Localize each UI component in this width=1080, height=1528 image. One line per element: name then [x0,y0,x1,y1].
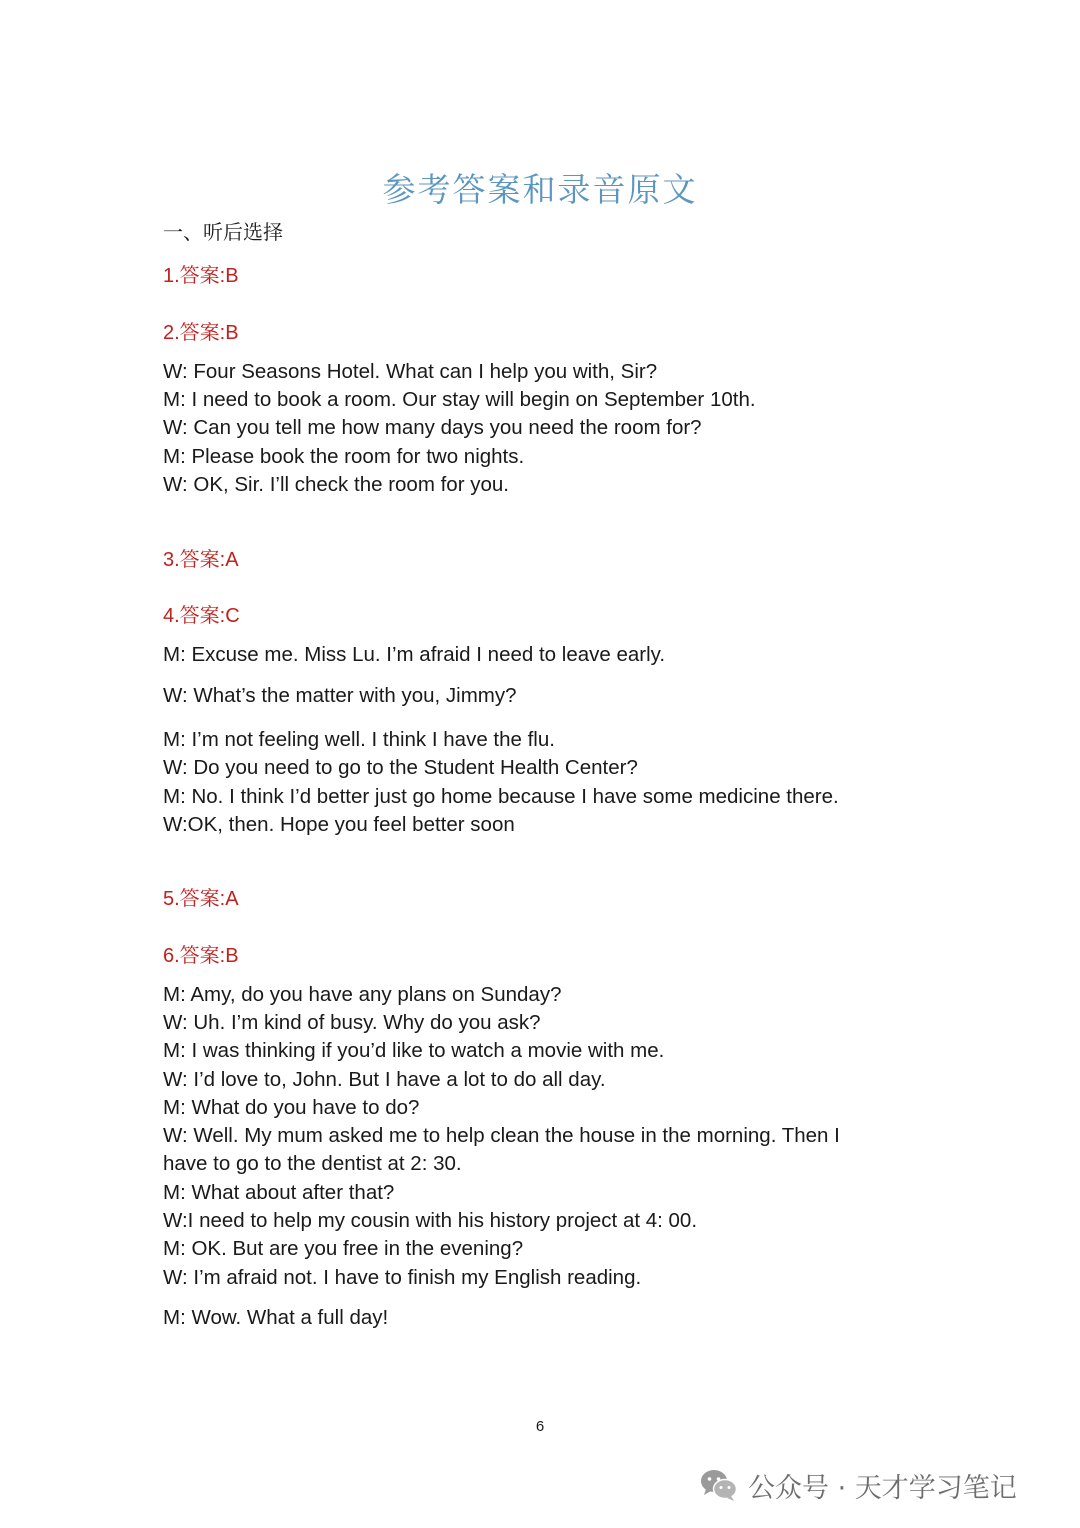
answer-4: 4.答案:C [163,605,240,627]
dialogue-2-line: W: Can you tell me how many days you need the room for? [163,416,702,439]
dialogue-4-line: W:OK, then. Hope you feel better soon [163,813,515,836]
dialogue-6-line: W: I’m afraid not. I have to finish my English reading. [163,1266,642,1289]
dialogue-6-line: W: Well. My mum asked me to help clean the house in the morning. Then I [163,1124,840,1147]
dialogue-6-line: M: What do you have to do? [163,1096,420,1119]
dialogue-2-line: M: Please book the room for two nights. [163,445,525,468]
dialogue-4-line: M: No. I think I’d better just go home because I have some medicine there. [163,785,839,808]
dialogue-6-line: W: I’d love to, John. But I have a lot to do all day. [163,1068,606,1091]
answer-5: 5.答案:A [163,888,239,910]
dialogue-6-line: M: I was thinking if you’d like to watch a movie with me. [163,1039,665,1062]
dialogue-6-line: W:I need to help my cousin with his history project at 4: 00. [163,1209,698,1232]
dialogue-4-line: M: I’m not feeling well. I think I have the flu. [163,728,555,751]
answer-6: 6.答案:B [163,945,239,967]
answer-1: 1.答案:B [163,265,239,287]
dialogue-2-line: W: Four Seasons Hotel. What can I help you with, Sir? [163,360,658,383]
dialogue-4-line: W: Do you need to go to the Student Health Center? [163,756,638,779]
answer-2: 2.答案:B [163,322,239,344]
page-number: 6 [535,1418,545,1435]
dialogue-6-line: M: Amy, do you have any plans on Sunday? [163,983,562,1006]
dialogue-6-line: M: OK. But are you free in the evening? [163,1237,524,1260]
dialogue-4-line: W: What’s the matter with you, Jimmy? [163,684,517,707]
answer-3: 3.答案:A [163,549,239,571]
watermark [700,1462,1017,1508]
dialogue-6-line: have to go to the dentist at 2: 30. [163,1152,462,1175]
dialogue-4-line: M: Excuse me. Miss Lu. I’m afraid I need to leave early. [163,643,666,666]
wechat-icon [700,1468,738,1502]
dialogue-2-line: M: I need to book a room. Our stay will begin on September 10th. [163,388,756,411]
dialogue-6-line: M: Wow. What a full day! [163,1306,389,1329]
page-title: 参考答案和录音原文 [382,170,698,209]
section-heading: 一、听后选择 [163,220,283,244]
dialogue-6-line: W: Uh. I’m kind of busy. Why do you ask? [163,1011,541,1034]
dialogue-2-line: W: OK, Sir. I’ll check the room for you. [163,473,509,496]
watermark-text: 公众号 · 天才学习笔记 [748,1472,1017,1504]
dialogue-6-line: M: What about after that? [163,1181,395,1204]
